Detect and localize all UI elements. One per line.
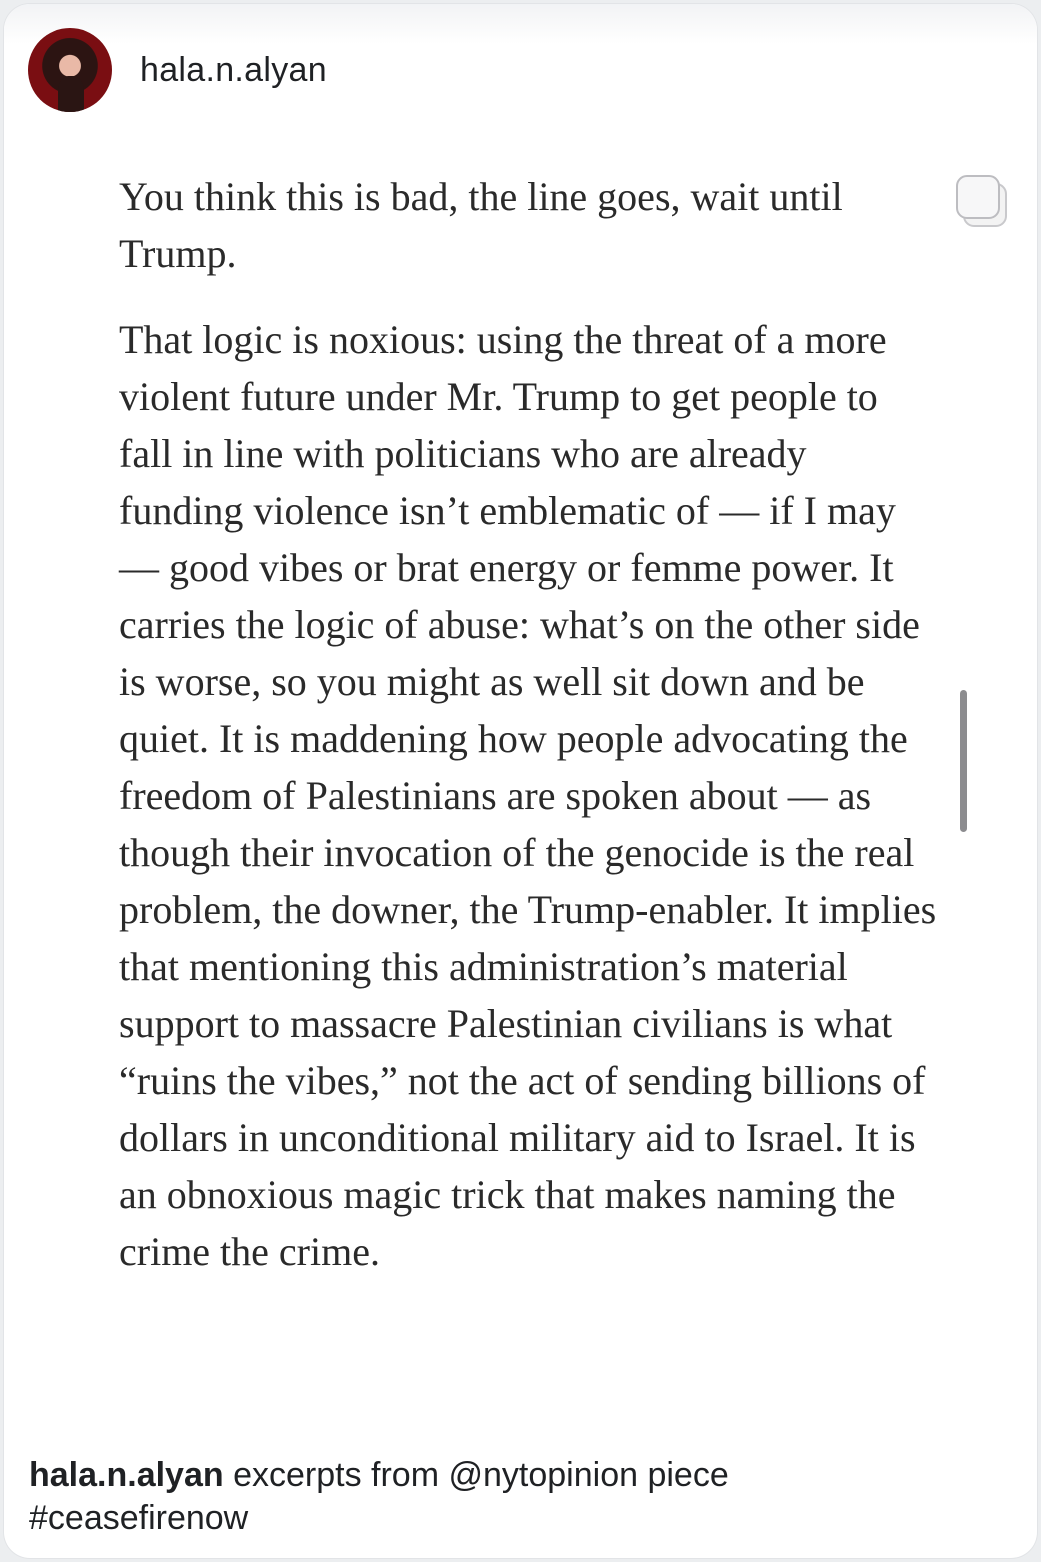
caption-username[interactable]: hala.n.alyan: [29, 1456, 224, 1494]
excerpt-paragraph: That logic is noxious: using the threat of a more violent future under Mr. Trump to get people to fall in line with politicians who are already funding violence isn’t emblematic of — if I may — good vibes or brat energy or femme power. It carries the logic of abuse: what’s on the other side is worse, so you might as well sit down and be quiet. It is maddening how people advocating the freedom of Palestinians are spoken about — as though their invocation of the genocide is the real problem, the downer, the Trump-enabler. It implies that mentioning this administration’s material support to massacre Palestinian civilians is what “ruins the vibes,” not the act of sending billions of dollars in unconditional military aid to Israel. It is an obnoxious magic trick that makes naming the crime the crime.: [119, 317, 937, 1274]
caption-text: excerpts from @nytopinion piece: [233, 1456, 729, 1494]
post-card: [4, 4, 1037, 1558]
avatar[interactable]: [28, 28, 112, 112]
copy-icon[interactable]: [952, 172, 1010, 230]
excerpt-text: [119, 168, 939, 1280]
scrollbar-thumb[interactable]: [960, 690, 967, 832]
caption-line: [29, 1454, 1009, 1497]
caption: [29, 1454, 1009, 1540]
username[interactable]: hala.n.alyan: [140, 50, 327, 89]
post-header: [28, 28, 327, 112]
caption-hashtag[interactable]: #ceasefirenow: [29, 1499, 249, 1537]
excerpt-paragraph: You think this is bad, the line goes, wait until Trump.: [119, 174, 843, 276]
